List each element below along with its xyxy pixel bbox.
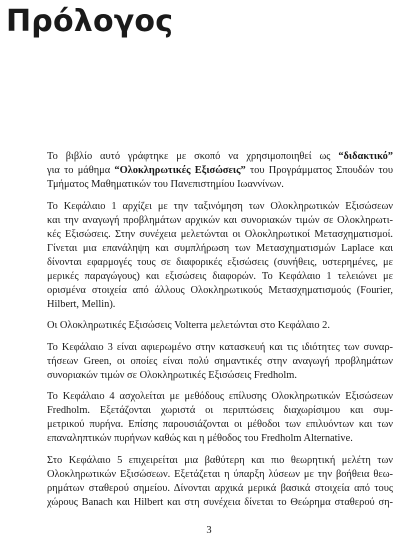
paragraph-1 [33,150,393,192]
text-line: επαναληπτικών πυρήνων καθώς και η μέθοδος του Fredholm Alternative. [47,433,353,444]
text-line: Στο Κεφάλαιο 5 επιχειρείται μια βαθύτερη και πιο θεωρητική μελέτη των [47,454,393,466]
paragraph-6 [33,454,393,510]
paragraph-4 [33,341,393,383]
page-title: Πρόλογος [6,4,174,39]
text-line: τήσεων Green, οι οποίες είναι πολύ σημαντικές στην αναγωγή προβλημάτων [47,355,393,367]
text-line: Το Κεφάλαιο 1 αρχίζει με την ταξινόμηση των Ολοκληρωτικών Εξισώσεων [47,200,393,212]
page-number: 3 [206,525,212,536]
text-line: Το Κεφάλαιο 4 ασχολείται με μεθόδους επίλυσης Ολοκληρωτικών Εξισώσεων [47,391,393,402]
text-line: δίνονται εφαρμογές τους σε διαφορικές εξισώσεις (συνήθεις, υστερημένες, με [47,256,393,268]
text-line: Fredholm. Εξετάζονται χωριστά οι περιπτώσεις διαχωρίσιμου και συμ- [47,405,393,416]
preface-body [33,150,393,517]
text-line: Το βιβλίο αυτό γράφτηκε με σκοπό να χρησιμοποιηθεί ως “διδακτικό” [47,151,393,162]
text-line: και την αναγωγή προβλημάτων αρχικών και συνοριακών τιμών σε Ολοκληρωτι- [47,214,393,226]
text-line: μετρικού πυρήνα. Επίσης παρουσιάζονται οι μέθοδοι των επιλυόντων και των [47,419,393,430]
text-line: κές Εξισώσεις. Στην συνέχεια μελετώνται οι Ολοκληρωτικοί Μετασχηματισμοί. [47,228,393,240]
paragraph-2 [33,200,393,312]
text-line: ρημάτων σταθερού σημείου. Δίνονται αρχικά μερικά βασικά στοιχεία από τους [47,482,393,494]
emphasis-didaktiko: “διδακτικό” [338,151,393,162]
text-line: συνοριακών τιμών σε Ολοκληρωτικές Εξισώσεις Fredholm. [47,369,297,381]
text-line: Οι Ολοκληρωτικές Εξισώσεις Volterra μελετώνται στο Κεφάλαιο 2. [47,320,330,331]
text-line: για το μάθημα “Ολοκληρωτικές Εξισώσεις” του Προγράμματος Σπουδών του [47,165,393,176]
text-line: Hilbert, Mellin). [47,298,116,310]
text-line: μερικές παραγώγους) και εξισώσεις διαφορών. Το Κεφάλαιο 1 τελειώνει με [47,270,393,282]
text-line: Τμήματος Μαθηματικών του Πανεπιστημίου Ιωαννίνων. [47,179,284,190]
text-line: Το Κεφάλαιο 3 είναι αφιερωμένο στην κατασκευή και τις ιδιότητες των συναρ- [47,341,393,353]
text-line: Γίνεται μια επανάληψη και συμπλήρωση των Μετασχηματισμών Laplace και [47,242,393,254]
text-line: ορισμένα στοιχεία από άλλους Ολοκληρωτικούς Μετασχηματισμούς (Fourier, [47,284,393,296]
paragraph-3 [33,319,393,333]
paragraph-5 [33,390,393,446]
text-line: Ολοκληρωτικών Εξισώσεων. Εξετάζεται η ύπαρξη λύσεων με την βοήθεια θεω- [47,468,393,480]
text-line: χώρους Banach και Hilbert και στη συνέχεια δίνεται το Θεώρημα σταθερού ση- [47,496,393,508]
emphasis-course-title: “Ολοκληρωτικές Εξισώσεις” [114,165,246,176]
